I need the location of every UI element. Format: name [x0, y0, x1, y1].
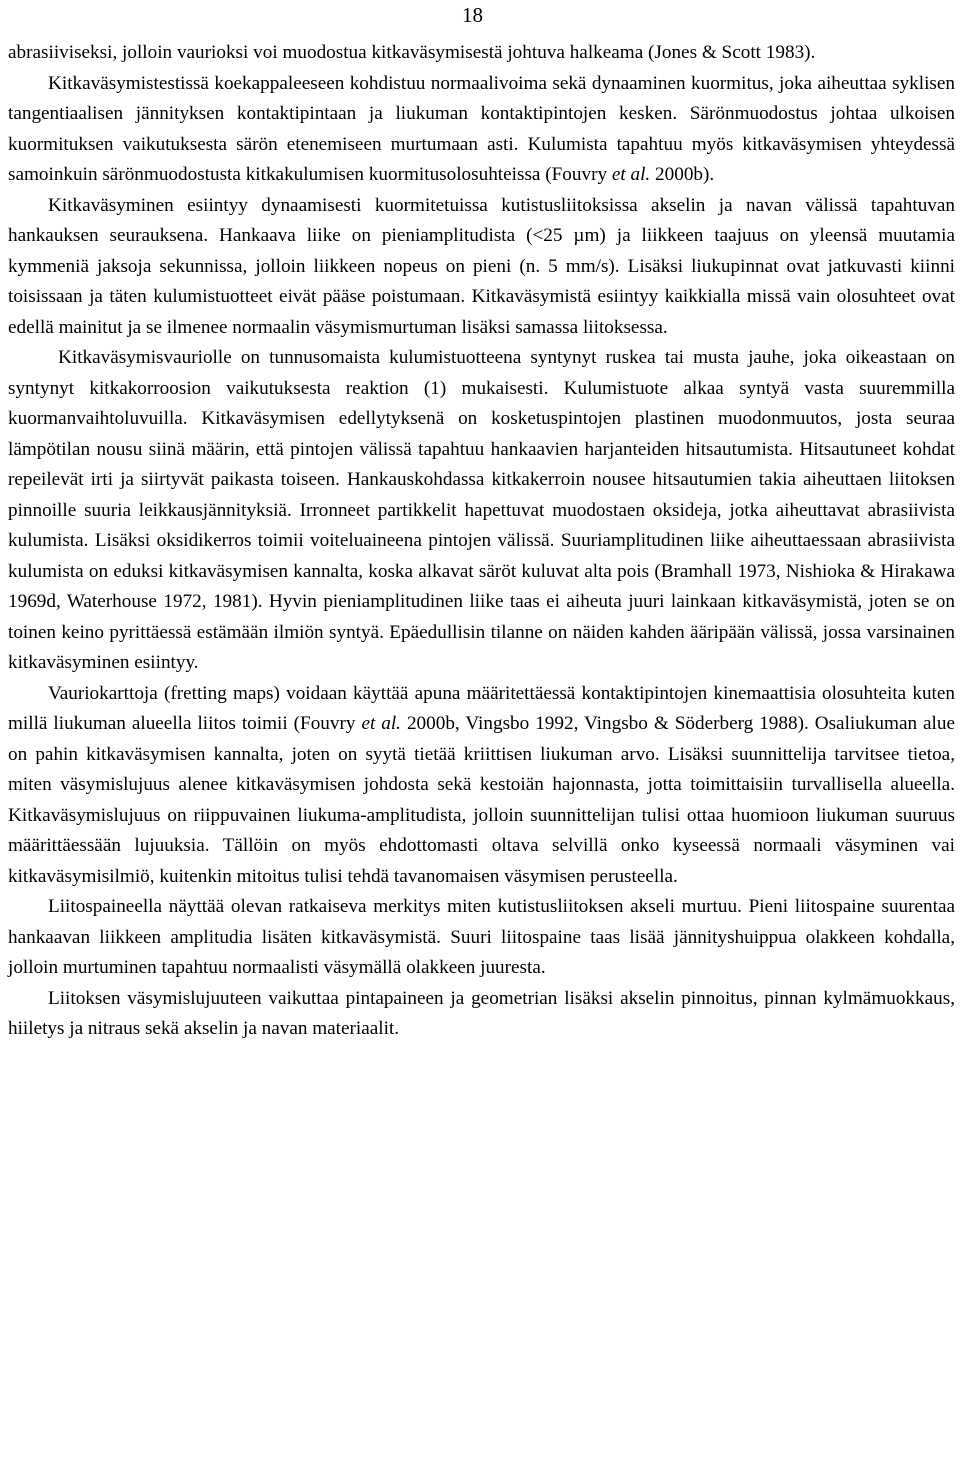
paragraph	[8, 892, 955, 984]
paragraph	[8, 38, 955, 69]
paragraph	[8, 69, 955, 191]
paragraph	[8, 679, 955, 893]
paragraph-text: 2000b, Vingsbo 1992, Vingsbo & Söderberg 1988). Osaliukuman alue on pahin kitkaväsymisen kannalta, joten on syytä tietää kriittisen liukuman arvo. Lisäksi suunnittelija tarvitsee tietoa, miten väsymislujuus alenee kitkaväsymisen johdosta sekä kestoiän hajonnasta, jotta toimittaisiin turvallisella alueella. Kitkaväsymislujuus on riippuvainen liukuma-amplitudista, jolloin suunnittelijan tulisi ottaa huomioon liukuman suuruus määrittäessään lujuuksia. Tällöin on myös ehdottomasti oltava selvillä onko kyseessä normaali väsyminen vai kitkaväsymisilmiö, kuitenkin mitoitus tulisi tehdä tavanomaisen väsymisen perusteella.	[8, 713, 955, 887]
paragraph-text: Liitospaineella näyttää olevan ratkaiseva merkitys miten kutistusliitoksen akseli murtuu. Pieni liitospaine suurentaa hankaavan liikkeen amplitudia lisäten kitkaväsymistä. Suuri liitospaine taas lisää jännityshuippua olakkeen kohdalla, jolloin murtuminen tapahtuu normaalisti väsymällä olakkeen juuresta.	[8, 896, 955, 978]
paragraph-text: abrasiiviseksi, jolloin vaurioksi voi muodostua kitkaväsymisestä johtuva halkeama (Jones & Scott 1983).	[8, 42, 816, 63]
paragraph-text: Vauriokarttoja (fretting maps) voidaan käyttää apuna määritettäessä kontaktipintojen kinemaattisia olosuhteita kuten millä liukuman alueella liitos toimii (Fouvry	[8, 682, 955, 734]
paragraph	[8, 984, 955, 1045]
paragraph	[8, 191, 955, 344]
paragraph-text: Kitkaväsyminen esiintyy dynaamisesti kuormitetuissa kutistusliitoksissa akselin ja navan välissä tapahtuvan hankauksen seurauksena. Hankaava liike on pieniamplitudista (<25 µm) ja liikkeen taajuus on yleensä muutamia kymmeniä jaksoja sekunnissa, jolloin liikkeen nopeus on pieni (n. 5 mm/s). Lisäksi liukupinnat ovat jatkuvasti kiinni toisissaan ja täten kulumistuotteet eivät pääse poistumaan. Kitkaväsymistä esiintyy kaikkialla missä vain olosuhteet ovat edellä mainitut ja se ilmenee normaalin väsymismurtuman lisäksi samassa liitoksessa.	[8, 194, 955, 338]
italic-text: et al.	[611, 164, 651, 185]
paragraph	[8, 343, 955, 679]
paragraph-text: Kitkaväsymistestissä koekappaleeseen kohdistuu normaalivoima sekä dynaaminen kuormitus, joka aiheuttaa syklisen tangentiaalisen jännityksen kontaktipintaan ja liukuman kontaktipintojen kesken. Särönmuodostus johtaa ulkoisen kuormituksen vaikutuksesta särön etenemiseen murtumaan asti. Kulumista tapahtuu myös kitkaväsymisen yhteydessä samoinkuin särönmuodostusta kitkakulumisen kuormitusolosuhteissa (Fouvry	[8, 72, 955, 185]
page-number: 18	[462, 3, 483, 27]
paragraph-text: 2000b).	[650, 164, 715, 185]
paragraph-text: Liitoksen väsymislujuuteen vaikuttaa pintapaineen ja geometrian lisäksi akselin pinnoitus, pinnan kylmämuokkaus, hiiletys ja nitraus sekä akselin ja navan materiaalit.	[8, 987, 955, 1039]
document-body	[8, 38, 955, 1045]
italic-text: et al.	[361, 713, 401, 734]
paragraph-text: Kitkaväsymisvauriolle on tunnusomaista kulumistuotteena syntynyt ruskea tai musta jauhe, joka oikeastaan on syntynyt kitkakorroosion vaikutuksesta reaktion (1) mukaisesti. Kulumistuote alkaa syntyä vasta suuremmilla kuormanvaihtoluvuilla. Kitkaväsymisen edellytyksenä on kosketuspintojen plastinen muodonmuutos, josta seuraa lämpötilan nousu siinä määrin, että pintojen välissä tapahtuu hankaavien harjanteiden hitsautumista. Hitsautuneet kohdat repeilevät irti ja siirtyvät paikasta toiseen. Hankauskohdassa kitkakerroin nousee hitsautumien takia aiheuttaen liitoksen pinnoille suuria leikkausjännityksiä. Irronneet partikkelit hapettuvat muodostaen oksideja, jotka aiheuttavat abrasiivista kulumista. Lisäksi oksidikerros toimii voiteluaineena pintojen välissä. Suuriamplitudinen liike aiheuttaessaan abrasiivista kulumista on eduksi kitkaväsymisen kannalta, koska alkavat säröt kuluvat alta pois (Bramhall 1973, Nishioka & Hirakawa 1969d, Waterhouse 1972, 1981). Hyvin pieniamplitudinen liike taas ei aiheuta juuri lainkaan kitkaväsymistä, joten se on toinen keino pyrittäessä estämään ilmiön syntyä. Epäedullisin tilanne on näiden kahden ääripään välissä, jossa varsinainen kitkaväsyminen esiintyy.	[8, 347, 955, 673]
